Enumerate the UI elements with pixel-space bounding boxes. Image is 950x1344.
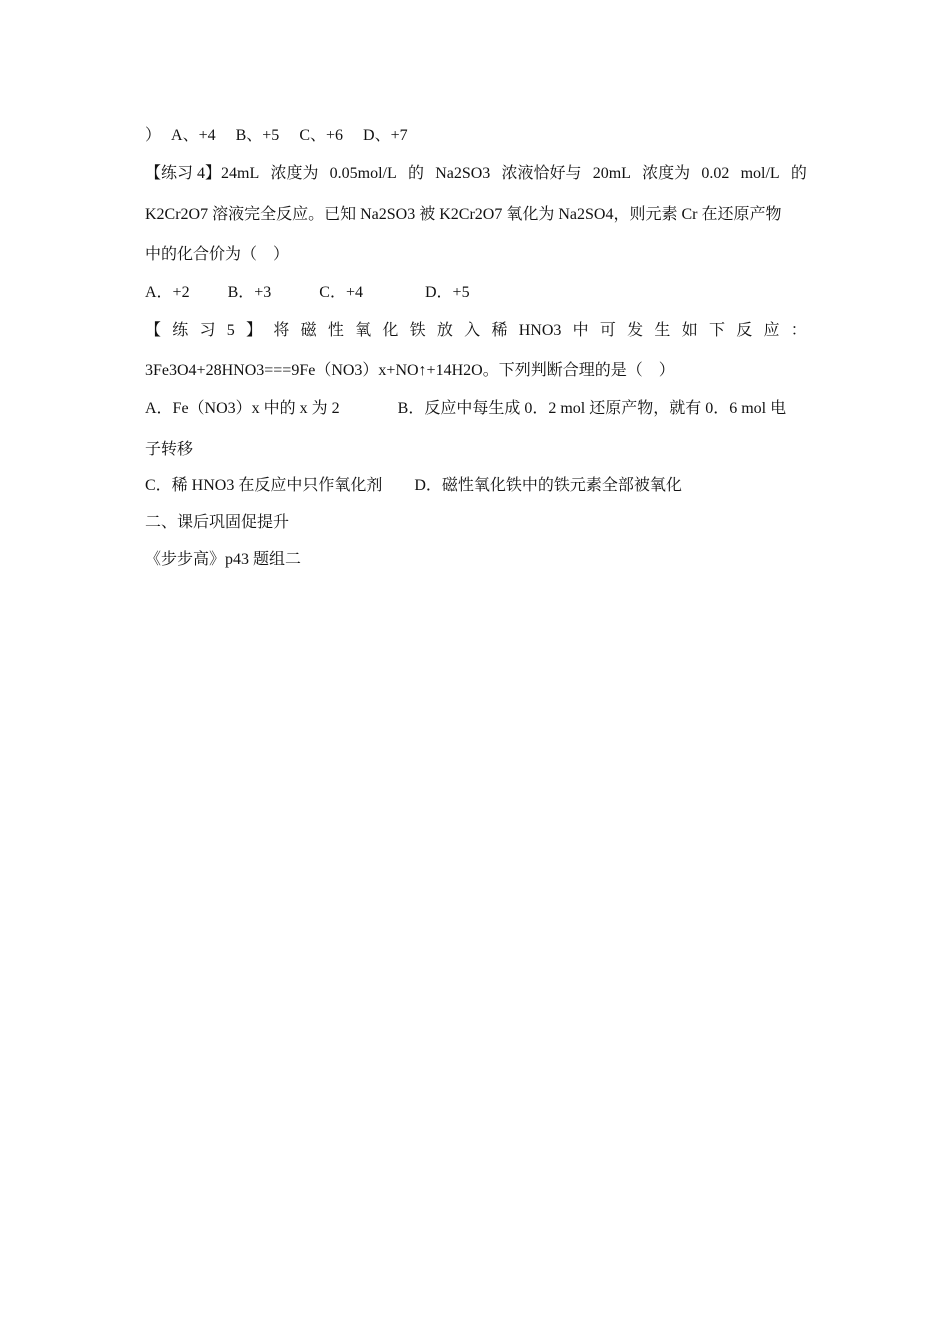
q4-line-3: 中的化合价为（ ） xyxy=(145,246,290,263)
q3-option-a: A、+4 xyxy=(171,127,216,144)
q4-line-2: K2Cr2O7 溶液完全反应。已知 Na2SO3 被 K2Cr2O7 氧化为 Na2SO4，则元素 Cr 在还原产物 xyxy=(145,206,782,223)
q5-line-2: 3Fe3O4+28HNO3===9Fe（NO3）x+NO↑+14H2O。下列判断合理的是（ ） xyxy=(145,362,675,379)
q3-paren: ） xyxy=(145,127,162,144)
q3-option-c: C、+6 xyxy=(299,127,344,144)
q4-option-d: D．+5 xyxy=(425,284,470,301)
q3-option-b: B、+5 xyxy=(235,127,280,144)
q4-option-c: C．+4 xyxy=(319,284,363,301)
q3-option-d: D、+7 xyxy=(363,127,408,144)
section-reference: 《步步高》p43 题组二 xyxy=(145,551,302,568)
q5-options-ab xyxy=(145,399,807,419)
q4-option-b: B．+3 xyxy=(227,284,272,301)
q4-line-1: 【练习 4】24mL 浓度为 0.05mol/L 的 Na2SO3 浓液恰好与 20mL 浓度为 0.02 mol/L 的 xyxy=(145,165,807,182)
q5-option-b: B．反应中每生成 0．2 mol 还原产物，就有 0．6 mol 电 xyxy=(397,400,787,417)
q5-option-c: C．稀 HNO3 在反应中只作氧化剂 xyxy=(145,477,383,494)
q3-options xyxy=(145,126,807,146)
q5-option-d: D．磁性氧化铁中的铁元素全部被氧化 xyxy=(414,477,682,494)
q5-option-b-cont: 子转移 xyxy=(145,441,194,458)
q5-option-a: A．Fe（NO3）x 中的 x 为 2 xyxy=(145,400,340,417)
q4-options xyxy=(145,283,807,303)
q4-option-a: A．+2 xyxy=(145,284,190,301)
q5-line-1: 【 练 习 5 】 将 磁 性 氧 化 铁 放 入 稀 HNO3 中 可 发 生 如 下 反 应 ： xyxy=(145,322,807,339)
section-heading: 二、课后巩固促提升 xyxy=(145,514,290,531)
q5-options-cd xyxy=(145,476,807,496)
